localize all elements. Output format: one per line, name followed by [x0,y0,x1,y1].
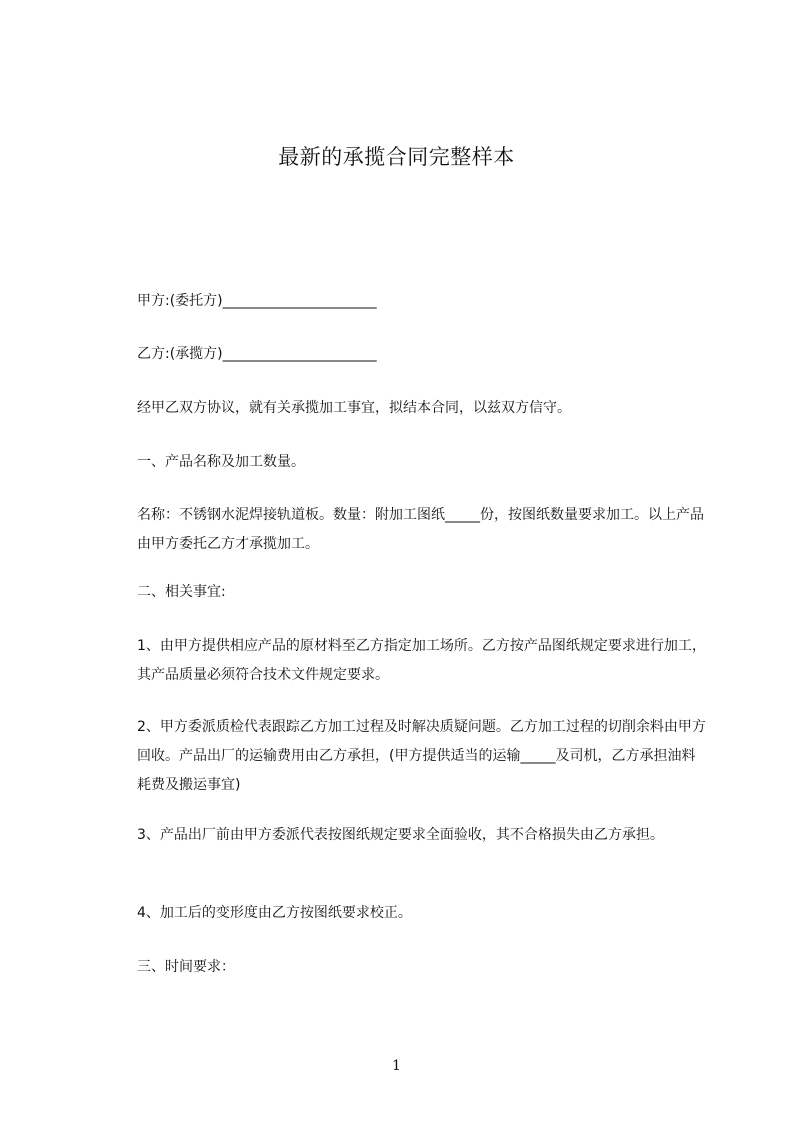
item-1-paragraph [103,632,709,690]
item-1-text: 1、由甲方提供相应产品的原材料至乙方指定加工场所。乙方按产品图纸规定要求进行加工，其产品质量必须符合技术文件规定要求。 [137,638,706,683]
item-3-paragraph [103,821,709,850]
section-1-paragraph [103,501,709,559]
intro-paragraph: 经甲乙双方协议，就有关承揽加工事宜，拟结本合同，以兹双方信守。 [137,400,571,416]
document-title: 最新的承揽合同完整样本 [278,145,515,169]
page-number: 1 [392,1058,401,1074]
item-2-text: 2、甲方委派质检代表跟踪乙方加工过程及时解决质疑问题。乙方加工过程的切削余料由甲方回收。产品出厂的运输费用由乙方承担，(甲方提供适当的运输_____及司机，乙方承担油料耗费及搬运事宜) [137,719,706,793]
item-3-text: 3、产品出厂前由甲方委派代表按图纸规定要求全面验收，其不合格损失由乙方承担。 [137,827,664,843]
item-4-paragraph: 4、加工后的变形度由乙方按图纸要求校正。 [137,905,412,921]
section-1-text: 名称：不锈钢水泥焊接轨道板。数量：附加工图纸_____份，按图纸数量要求加工。以上产品由甲方委托乙方才承揽加工。 [137,507,704,552]
section-3-heading: 三、时间要求： [137,959,235,975]
party-b-line: 乙方:(承揽方)______________________ [137,346,377,362]
section-2-heading: 二、相关事宜: [137,584,226,600]
party-a-line: 甲方:(委托方)______________________ [137,293,377,309]
section-1-heading: 一、产品名称及加工数量。 [137,454,305,470]
item-2-paragraph [103,713,709,800]
